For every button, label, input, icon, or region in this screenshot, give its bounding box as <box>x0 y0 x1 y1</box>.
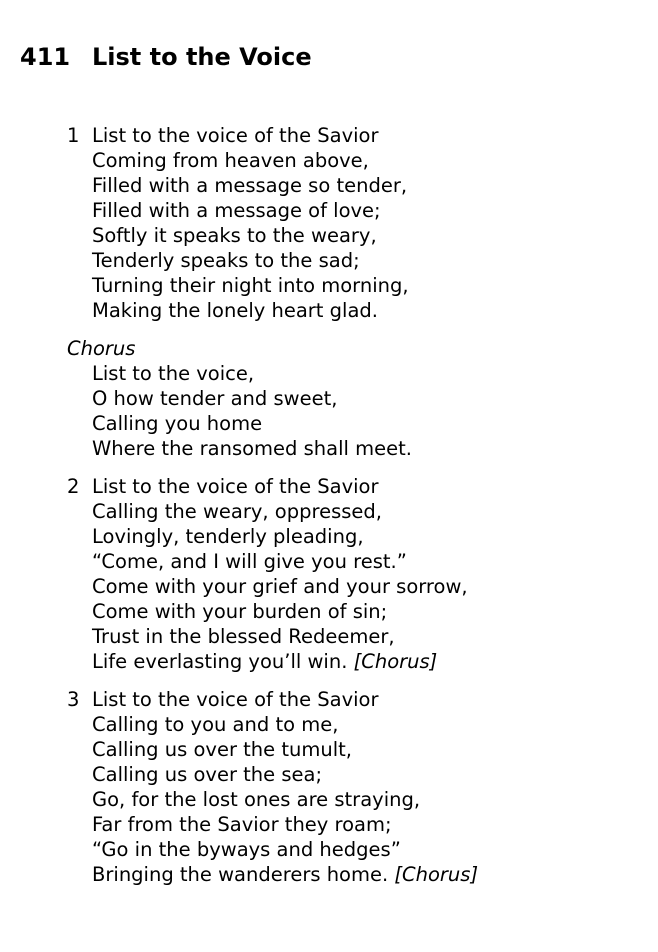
hymn-title: List to the Voice <box>92 43 312 71</box>
verse-line-last <box>92 649 647 674</box>
verse-line: Filled with a message of love; <box>92 199 381 222</box>
chorus-lines <box>67 361 647 461</box>
chorus <box>67 336 647 461</box>
chorus-label: Chorus <box>67 337 136 360</box>
verse-line-text: Bringing the wanderers home. <box>92 863 389 886</box>
verse-number: 1 <box>67 124 80 147</box>
verse-line: Making the lonely heart glad. <box>92 299 378 322</box>
verse-line: Calling the weary, oppressed, <box>92 500 382 523</box>
verse-line: Trust in the blessed Redeemer, <box>92 625 395 648</box>
verse-line-text: Life everlasting you’ll win. <box>92 650 348 673</box>
verse-line: Calling to you and to me, <box>92 713 339 736</box>
hymn-header <box>20 40 312 74</box>
verse-line: Filled with a message so tender, <box>92 174 408 197</box>
chorus-line: O how tender and sweet, <box>92 387 338 410</box>
verse-line: Come with your burden of sin; <box>92 600 388 623</box>
verse-number: 2 <box>67 475 80 498</box>
verse-3 <box>67 687 647 887</box>
refrain-mark: [Chorus] <box>353 650 438 673</box>
verse-line: Coming from heaven above, <box>92 149 369 172</box>
hymn-number: 411 <box>20 43 71 71</box>
verse-line: Turning their night into morning, <box>92 274 409 297</box>
verse-line: “Go in the byways and hedges” <box>92 838 401 861</box>
verse-line: Softly it speaks to the weary, <box>92 224 377 247</box>
verse-line: Calling us over the sea; <box>92 763 323 786</box>
verse-line-last <box>92 862 647 887</box>
chorus-line: Calling you home <box>92 412 263 435</box>
verse-number: 3 <box>67 688 80 711</box>
verse-line: Tenderly speaks to the sad; <box>92 249 360 272</box>
chorus-line: Where the ransomed shall meet. <box>92 437 412 460</box>
verse-line: Calling us over the tumult, <box>92 738 352 761</box>
verse-line: “Come, and I will give you rest.” <box>92 550 407 573</box>
hymn-body <box>67 123 647 900</box>
verse-line: List to the voice of the Savior <box>92 475 379 498</box>
chorus-line: List to the voice, <box>92 362 255 385</box>
verse-line: Go, for the lost ones are straying, <box>92 788 421 811</box>
verse-line: Lovingly, tenderly pleading, <box>92 525 364 548</box>
verse-line: Far from the Savior they roam; <box>92 813 392 836</box>
refrain-mark: [Chorus] <box>394 863 479 886</box>
verse-line: List to the voice of the Savior <box>92 124 379 147</box>
verse-line: List to the voice of the Savior <box>92 688 379 711</box>
verse-1 <box>67 123 647 323</box>
verse-2 <box>67 474 647 674</box>
verse-line: Come with your grief and your sorrow, <box>92 575 468 598</box>
